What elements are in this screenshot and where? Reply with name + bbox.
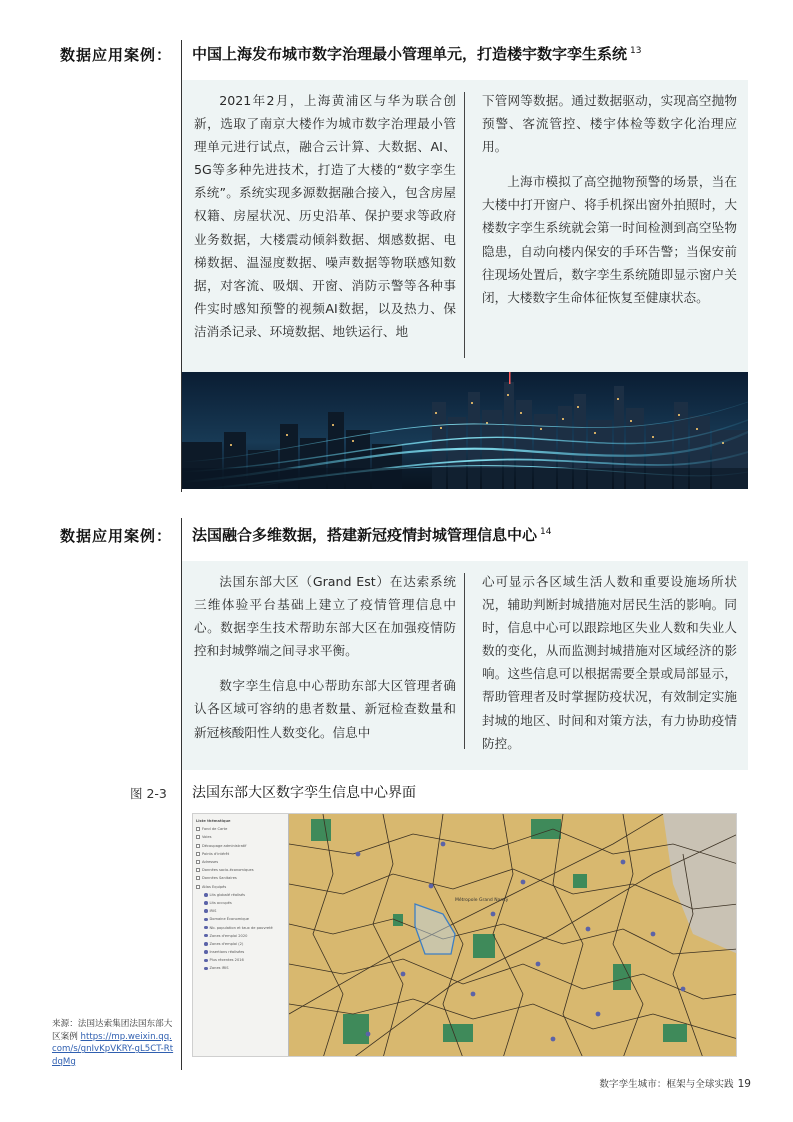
city-night-image bbox=[182, 372, 748, 489]
case-title-2 bbox=[192, 524, 551, 545]
layer-dot-icon bbox=[204, 926, 208, 930]
case2-paragraph-2: 数字孪生信息中心帮助东部大区管理者确认各区域可容纳的患者数量、新冠检查数量和新冠核酸阳性人数变化。信息中 bbox=[194, 678, 456, 740]
checkbox-icon[interactable] bbox=[196, 852, 200, 856]
layer-dot-icon bbox=[204, 918, 208, 922]
legend-item[interactable]: Lits globalé réalisés bbox=[196, 891, 285, 899]
legend-item[interactable]: Domaine Économique bbox=[196, 915, 285, 923]
case2-paragraph-3: 心可显示各区域生活人数和重要设施场所状况，辅助判断封城措施对居民生活的影响。同时，信息中心可以跟踪地区失业人数和失业人数的变化，从而监测封城措施对区域经济的影响。这些信息可以根据需要全景或局部显示，帮助管理者及时掌握防疫状况，有效制定实施封城的地区、时间和对策方法，有力协助疫情防控。 bbox=[482, 574, 737, 751]
case-title-1-text: 中国上海发布城市数字治理最小管理单元，打造楼宇数字孪生系统 bbox=[192, 45, 628, 63]
checkbox-icon[interactable] bbox=[196, 835, 200, 839]
legend-title: Liste thématique bbox=[196, 819, 231, 824]
checkbox-icon[interactable] bbox=[196, 876, 200, 880]
legend-item[interactable]: Zones d'emploi 2020 bbox=[196, 932, 285, 940]
case1-paragraph-1: 2021年2月，上海黄浦区与华为联合创新，选取了南京大楼作为城市数字治理最小管理单元进行试点，融合云计算、大数据、AI、5G等多种先进技术，打造了大楼的“数字孪生系统”。系统实现多源数据融合接入，包含房屋权籍、房屋状况、历史沿革、保护要求等政府业务数据，大楼震动倾斜数据、烟感数据、电梯数据、温湿度数据、噪声数据等物联感知数据，对客流、吸烟、开窗、消防示警等各种事件实时感知预警的视频AI数据，以及热力、保洁消杀记录、环境数据、地铁运行、地 bbox=[194, 93, 456, 339]
source-prefix: 来源：法国达索集团法国东部大区案例 bbox=[52, 1019, 173, 1042]
checkbox-icon[interactable] bbox=[196, 868, 200, 872]
figure-number: 图 2-3 bbox=[130, 786, 167, 801]
city-night-illustration bbox=[182, 372, 748, 489]
legend-item[interactable]: Plus récentes 2016 bbox=[196, 956, 285, 964]
column-divider-2 bbox=[464, 573, 465, 749]
case-panel-2 bbox=[182, 561, 748, 770]
case1-column-left bbox=[194, 89, 456, 343]
digital-twin-map-screenshot bbox=[192, 813, 737, 1057]
case2-column-left bbox=[194, 570, 456, 744]
case-title-1 bbox=[192, 43, 641, 64]
footnote-13: 13 bbox=[630, 46, 642, 56]
case-title-2-text: 法国融合多维数据，搭建新冠疫情封城管理信息中心 bbox=[192, 526, 538, 544]
layer-dot-icon bbox=[204, 967, 208, 971]
legend-item[interactable]: Nb. population et taux de pauvreté bbox=[196, 923, 285, 931]
figure-caption: 法国东部大区数字孪生信息中心界面 bbox=[192, 785, 416, 801]
legend-item[interactable]: Voies bbox=[196, 833, 285, 841]
legend-item[interactable]: Fond de Carte bbox=[196, 825, 285, 833]
map-layer-panel[interactable] bbox=[193, 814, 289, 1056]
checkbox-icon[interactable] bbox=[196, 885, 200, 889]
legend-item[interactable]: Insertions réalisées bbox=[196, 948, 285, 956]
checkbox-icon[interactable] bbox=[196, 844, 200, 848]
legend-item[interactable]: Données Sanitaires bbox=[196, 874, 285, 882]
page-footer bbox=[599, 1076, 751, 1090]
case1-paragraph-3: 上海市模拟了高空抛物预警的场景，当在大楼中打开窗户、将手机探出窗外拍照时，大楼数字孪生系统就会第一时间检测到高空坠物隐患，自动向楼内保安的手环告警；当保安前往现场处置后，数字孪生系统随即显示窗户关闭，大楼数字生命体征恢复至健康状态。 bbox=[482, 174, 737, 305]
case-label-2: 数据应用案例： bbox=[60, 527, 173, 545]
layer-dot-icon bbox=[204, 950, 208, 954]
source-note bbox=[52, 1018, 174, 1068]
legend-item[interactable]: Atlas Equipés bbox=[196, 883, 285, 891]
case2-column-right bbox=[482, 570, 737, 755]
checkbox-icon[interactable] bbox=[196, 827, 200, 831]
legend-item[interactable]: Découpage administratif bbox=[196, 842, 285, 850]
page-number: 19 bbox=[737, 1078, 751, 1090]
case1-paragraph-2: 下管网等数据。通过数据驱动，实现高空抛物预警、客流管控、楼宇体检等数字化治理应用。 bbox=[482, 93, 737, 155]
legend-item[interactable]: IRIS bbox=[196, 907, 285, 915]
layer-dot-icon bbox=[204, 901, 208, 905]
legend-item[interactable]: Lits occupés bbox=[196, 899, 285, 907]
case-label-1: 数据应用案例： bbox=[60, 46, 173, 64]
footer-title: 数字孪生城市：框架与全球实践 bbox=[599, 1079, 734, 1090]
legend-item[interactable]: Zones IRIS bbox=[196, 964, 285, 972]
legend-item[interactable]: Points d'intérêt bbox=[196, 850, 285, 858]
layer-dot-icon bbox=[204, 893, 208, 897]
source-link[interactable]: https://mp.weixin.qq.com/s/gnIvKpVKRY-gL5CT-RtdqMg bbox=[52, 1031, 174, 1067]
column-divider-1 bbox=[464, 92, 465, 358]
layer-dot-icon bbox=[204, 942, 208, 946]
layer-dot-icon bbox=[204, 909, 208, 913]
case-panel-1 bbox=[182, 80, 748, 372]
footnote-14: 14 bbox=[540, 527, 552, 537]
case2-paragraph-1: 法国东部大区（Grand Est）在达索系统三维体验平台基础上建立了疫情管理信息中心。数据孪生技术帮助东部大区在加强疫情防控和封城弊端之间寻求平衡。 bbox=[194, 574, 456, 659]
legend-item[interactable]: Adresses bbox=[196, 858, 285, 866]
layer-dot-icon bbox=[204, 934, 208, 938]
layer-dot-icon bbox=[204, 959, 208, 963]
case1-column-right bbox=[482, 89, 737, 309]
map-place-label: Métropole Grand Nancy bbox=[455, 898, 509, 903]
legend-item[interactable]: Données socio-économiques bbox=[196, 866, 285, 874]
checkbox-icon[interactable] bbox=[196, 860, 200, 864]
legend-item[interactable]: Zones d'emploi (2) bbox=[196, 940, 285, 948]
